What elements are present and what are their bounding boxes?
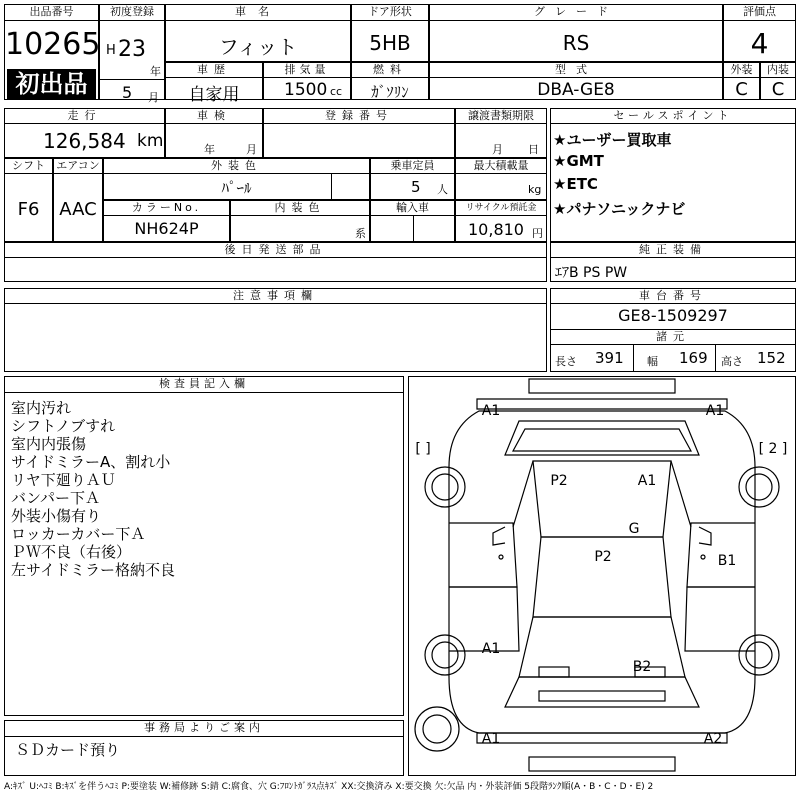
mark-b1-right: B1	[717, 553, 737, 569]
lot-number: 10265	[5, 27, 101, 62]
mileage-value: 126,584	[43, 129, 126, 153]
displacement-value: 1500	[284, 80, 328, 100]
recycle-unit: 円	[532, 227, 543, 240]
capacity-label: 乗車定員	[371, 159, 454, 174]
max-load-unit: kg	[528, 183, 542, 196]
transfer-deadline-box	[455, 108, 547, 158]
sales-points-box	[550, 108, 796, 242]
car-name-label: 車名	[166, 5, 350, 21]
import-label: 輸入車	[371, 201, 454, 216]
sales-point-item: ★ユーザー買取車	[553, 131, 672, 149]
aircon-value: AAC	[59, 199, 97, 220]
color-number-box	[103, 200, 230, 242]
displacement-box	[263, 62, 351, 100]
bracket-right: [ 2 ]	[758, 441, 788, 457]
reg-number-label: 登録番号	[264, 109, 454, 124]
shift-label: シフト	[5, 159, 52, 174]
chassis-box	[550, 288, 796, 372]
mileage-box	[4, 108, 165, 158]
inspector-box	[4, 376, 404, 716]
aircon-label: エアコン	[54, 159, 102, 174]
score-box	[723, 4, 796, 62]
notes-title: 注意事項欄	[5, 289, 546, 304]
first-listing-badge: 初出品	[7, 69, 96, 99]
later-parts-box	[4, 242, 547, 282]
bracket-left: [ ]	[415, 441, 431, 457]
door-label: ドア形状	[352, 5, 428, 21]
office-title: 事務局よりご案内	[5, 721, 403, 737]
mark-g: G	[628, 521, 640, 537]
inspection-year-unit: 年	[204, 143, 215, 156]
inspector-line: サイドミラーA、割れ小	[11, 453, 171, 471]
month-value: 5	[122, 83, 133, 102]
mark-a2-bottom: A2	[703, 731, 723, 747]
grade-value: RS	[562, 31, 590, 55]
equipment-box	[550, 242, 796, 282]
equipment-title: 純正装備	[551, 243, 795, 258]
mark-a1-front-left: A1	[481, 403, 501, 419]
model-value: DBA-GE8	[537, 80, 615, 100]
lot-label: 出品番号	[5, 5, 98, 21]
interior-color-box	[230, 200, 370, 242]
interior-color-unit: 系	[355, 227, 366, 240]
inspection-box	[165, 108, 263, 158]
inspection-label: 車検	[166, 109, 262, 124]
shift-value: F6	[17, 199, 40, 220]
color-number-value: NH624P	[134, 219, 199, 238]
inspection-month-unit: 月	[246, 143, 257, 156]
recycle-box	[455, 200, 547, 242]
car-name-value: フィット	[218, 35, 298, 59]
inspector-line: ＰＷ不良（右後）	[11, 543, 132, 561]
sales-points-title: セールスポイント	[551, 109, 795, 124]
score-label: 評価点	[724, 5, 795, 21]
inspector-line: 室内内張傷	[11, 435, 87, 453]
reg-number-box	[263, 108, 455, 158]
exterior-color-label: 外装色	[104, 159, 369, 174]
interior-color-label: 内装色	[231, 201, 369, 216]
first-registration-box	[99, 4, 165, 104]
mark-a1-front-right: A1	[705, 403, 725, 419]
transfer-day-unit: 日	[528, 143, 539, 156]
mark-p2-mid: P2	[594, 549, 612, 565]
lot-number-box	[4, 4, 99, 100]
mark-a1-upper: A1	[637, 473, 657, 489]
grade-box	[429, 4, 723, 62]
color-number-label: カラーNo.	[104, 201, 229, 216]
mark-p2-upper: P2	[550, 473, 568, 489]
interior-grade-box	[760, 62, 796, 100]
mileage-unit: km	[137, 131, 164, 151]
mileage-label: 走行	[5, 109, 164, 124]
recycle-value: 10,810	[468, 220, 524, 239]
width-value: 169	[679, 349, 708, 367]
transfer-month-unit: 月	[492, 143, 503, 156]
history-label: 車歴	[166, 63, 262, 78]
year-unit: 年	[150, 65, 161, 78]
era-label: H	[106, 43, 116, 58]
inspector-line: シフトノブすれ	[11, 417, 116, 435]
height-value: 152	[757, 349, 786, 367]
exterior-grade-box	[723, 62, 760, 100]
aircon-box	[53, 158, 103, 242]
fuel-label: 燃料	[352, 63, 428, 78]
damage-diagram-box	[408, 376, 796, 776]
model-label: 型式	[430, 63, 722, 78]
grade-label: グレード	[430, 5, 722, 21]
equipment-value: ｴｱB PS PW	[555, 265, 628, 281]
mark-a1-left: A1	[481, 641, 501, 657]
legend-footer: A:ｷｽﾞ U:ﾍｺﾐ B:ｷｽﾞを伴うﾍｺﾐ P:要塗装 W:補修跡 S:錆 C:腐食、穴 G:ﾌﾛﾝﾄｶﾞﾗｽ点ｷｽﾞ XX:交換済み X:要交換 欠:欠品 内・外装評価 5段階ﾗﾝｸ順(A・B・C・D・E) 2	[4, 782, 654, 792]
office-box	[4, 720, 404, 776]
mark-a1-bottom: A1	[481, 731, 501, 747]
max-load-box	[455, 158, 547, 200]
interior-grade-label: 内装	[761, 63, 795, 78]
shift-box	[4, 158, 53, 242]
later-parts-label: 後日発送部品	[5, 243, 546, 258]
door-value: 5HB	[369, 31, 411, 55]
capacity-unit: 人	[437, 183, 448, 196]
height-label: 高さ	[721, 355, 743, 368]
dims-title: 諸元	[551, 330, 795, 345]
first-registration-label: 初度登録	[100, 5, 164, 21]
history-value: 自家用	[188, 85, 240, 105]
fuel-box	[351, 62, 429, 100]
chassis-title: 車台番号	[551, 289, 795, 304]
sales-point-item: ★ETC	[553, 175, 598, 193]
inspector-line: リヤ下廻りＡＵ	[11, 471, 116, 489]
transfer-deadline-label: 譲渡書類期限	[456, 109, 546, 124]
history-box	[165, 62, 263, 105]
inspector-line: 室内汚れ	[11, 399, 72, 417]
recycle-label: リサイクル預託金	[456, 201, 546, 216]
sales-point-item: ★GMT	[553, 152, 604, 170]
import-box	[370, 200, 455, 242]
inspector-line: 左サイドミラー格納不良	[11, 561, 175, 579]
month-unit: 月	[148, 91, 159, 104]
inspector-line: ロッカーカバー下Ａ	[11, 525, 146, 543]
score-value: 4	[750, 27, 769, 60]
interior-grade-value: C	[771, 79, 785, 100]
chassis-number: GE8-1509297	[618, 306, 728, 325]
fuel-value: ｶﾞｿﾘﾝ	[371, 83, 409, 101]
model-box	[429, 62, 723, 100]
year-value: 23	[118, 37, 146, 62]
exterior-grade-label: 外装	[724, 63, 759, 78]
capacity-box	[370, 158, 455, 200]
sales-point-item: ★パナソニックナビ	[553, 200, 686, 218]
max-load-label: 最大積載量	[456, 159, 546, 174]
door-box	[351, 4, 429, 62]
exterior-grade-value: C	[735, 79, 748, 100]
car-body-diagram	[409, 377, 795, 775]
displacement-label: 排気量	[264, 63, 350, 78]
notes-box	[4, 288, 547, 372]
displacement-unit: cc	[330, 85, 343, 98]
exterior-color-box	[103, 158, 370, 200]
mark-b2: B2	[632, 659, 652, 675]
inspector-line: バンパー下Ａ	[11, 489, 100, 507]
exterior-color-value: ﾊﾟｰﾙ	[221, 179, 252, 197]
inspector-line: 外装小傷有り	[11, 507, 102, 525]
inspector-title: 検査員記入欄	[5, 377, 403, 393]
capacity-value: 5	[411, 178, 421, 196]
office-text: ＳＤカード預り	[15, 741, 121, 759]
car-name-box	[165, 4, 351, 62]
length-value: 391	[595, 349, 624, 367]
length-label: 長さ	[555, 355, 577, 368]
width-label: 幅	[647, 355, 658, 368]
